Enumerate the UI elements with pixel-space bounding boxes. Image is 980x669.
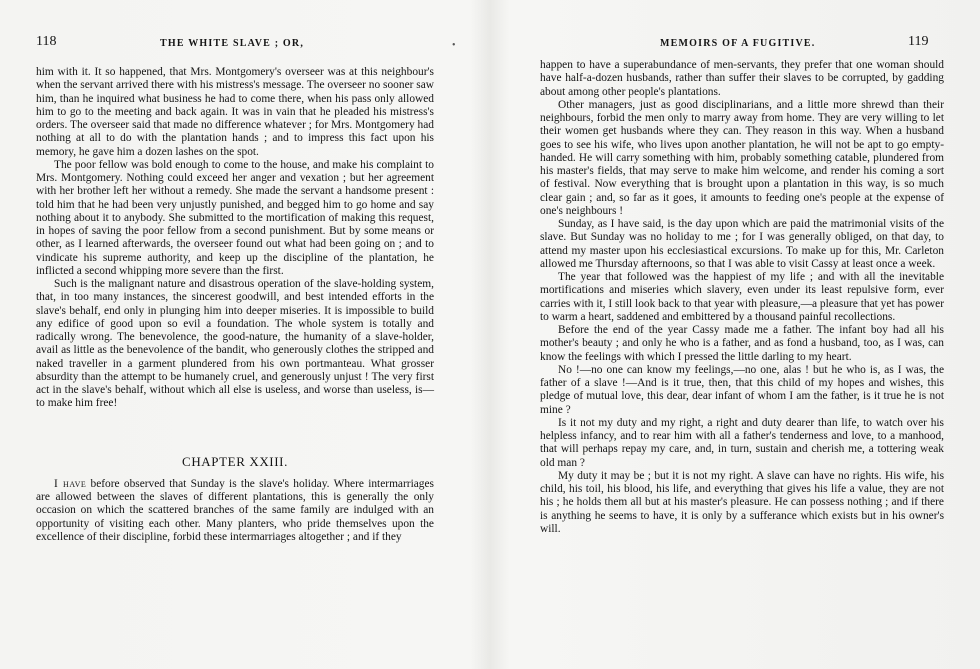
paragraph: The year that followed was the happiest of my life ; and with all the inevitable mortifications and miseries which slavery, even under its least repulsive form, ever carries with it, I still look back to that year with pleasure,—a pleasure that yet has power to warm a heart, saddened and embittered by a thousand painful recollections. xyxy=(540,271,944,323)
paragraph: Is it not my duty and my right, a right and duty dearer than life, to watch over his helpless infancy, and to rear him with all a father's tenderness and love, to a manhood, that will perhaps repay my care, and, in turn, sustain and cherish me, a tottering weak old man ? xyxy=(540,416,944,469)
right-page-body xyxy=(540,59,944,536)
paragraph: No !—no one can know my feelings,—no one, alas ! but he who is, as I was, the father of a slave !—And is it true, then, that this child of my hopes and wishes, this pledge of mutual love, this dear, dear infant of whom I am the father, is it true he is not mine ? xyxy=(540,363,944,416)
page-number: 119 xyxy=(908,34,929,49)
right-page xyxy=(490,0,980,669)
chapter-heading: CHAPTER XXIII. xyxy=(182,453,288,469)
chapter-opening-paragraph xyxy=(36,478,434,544)
paragraph: Other managers, just as good disciplinarians, and a little more shrewd than their neighbours, forbid the men only to marry away from home. They are very willing to let their women get husbands where they can. They reason in this way. When a husband goes to see his wife, who lives upon another plantation, he will not be apt to go empty-handed. He will carry something with him, probably something catable, plundered from his master's fields, that may serve to make him welcome, and render his coming a sort of festival. Now everything that is brought upon a plantation in this way, is so much clear gain ; and, so far as it goes, it amounts to feeding one's people at the expense of one's neighbours ! xyxy=(540,98,944,217)
paragraph: The poor fellow was bold enough to come to the house, and make his complaint to Mrs. Montgomery. Nothing could exceed her anger and vexation ; but her agreement with her brother left her without a remedy. She made the servant a handsome present : told him that he had been very unjustly punished, and begged him to go home and say nothing about it to anybody. She submitted to the mortification of making this request, in hopes of saving the poor fellow from a second punishment. But by some means or other, as I learned afterwards, the overseer found out what had been going on ; and to vindicate his supreme authority, and keep up the discipline of the plantation, he inflicted a second whipping more severe than the first. xyxy=(36,158,434,277)
page-number: 118 xyxy=(36,34,57,49)
paragraph: My duty it may be ; but it is not my right. A slave can have no rights. His wife, his child, his toil, his blood, his life, and everything that gives his life a value, they are not his ; he holds them all but at his master's pleasure. He can possess nothing ; and if there is anything he seems to have, it is only by a sufferance which exists but in his owner's will. xyxy=(540,469,944,535)
ornament-dot: • xyxy=(452,40,456,51)
running-head: MEMOIRS OF A FUGITIVE. xyxy=(660,38,816,49)
paragraph: happen to have a superabundance of men-servants, they prefer that one woman should have half-a-dozen husbands, rather than suffer their slaves to be corrupted, by gadding about among other people's plantations. xyxy=(540,59,944,98)
left-page-body xyxy=(36,66,434,544)
running-head: THE WHITE SLAVE ; OR, xyxy=(160,38,305,49)
chapter-opening-smallcaps: I have xyxy=(54,477,87,490)
paragraph: Before the end of the year Cassy made me a father. The infant boy had all his mother's beauty ; and only he who is a father, and as fond a husband, too, as I was, can know the feelings with which I pressed the little darling to my heart. xyxy=(540,324,944,363)
paragraph: Such is the malignant nature and disastrous operation of the slave-holding system, that, in too many instances, the sincerest goodwill, and best intended efforts in the slave's behalf, end only in plunging him into deeper miseries. It is impossible to build any edifice of good upon so evil a foundation. The whole system is totally and radically wrong. The benevolence, the good-nature, the humanity of a slave-holder, avail as little as the benevolence of the bandit, who generously clothes the stripped and naked traveller in a garment plundered from his own portmanteau. What grosser absurdity than the attempt to be humanely cruel, and generously unjust ! The very first act in the slave's behalf, without which all else is useless, and worse than useless, is—to make him free! xyxy=(36,278,434,410)
paragraph: Sunday, as I have said, is the day upon which are paid the matrimonial visits of the slave. But Sunday was no holiday to me ; for I was generally obliged, on that day, to attend my master upon his ecclesiastical excursions. To make up for this, Mr. Carleton allowed me Thursday afternoons, so that I was able to visit Cassy at least once a week. xyxy=(540,218,944,270)
paragraph: him with it. It so happened, that Mrs. Montgomery's overseer was at this neighbour's when the servant arrived there with his mistress's message. The overseer no sooner saw him, than he inquired what business he had to come there, when his pass only allowed him to go to the meeting and back again. It was in vain that he pleaded his mistress's orders. The overseer said that made no difference whatever ; for Mrs. Montgomery had nothing at all to do with the plantation hands ; and to impress this fact upon his memory, he gave him a dozen lashes on the spot. xyxy=(36,66,434,158)
chapter-opening-text: before observed that Sunday is the slave's holiday. Where intermarriages are allowed between the slaves of different plantations, this is generally the only occasion on which the scattered branches of the same family are indulged with an opportunity of visiting each other. Many planters, who pride themselves upon the excellence of their discipline, forbid these intermarriages altogether ; and if they xyxy=(36,477,434,543)
